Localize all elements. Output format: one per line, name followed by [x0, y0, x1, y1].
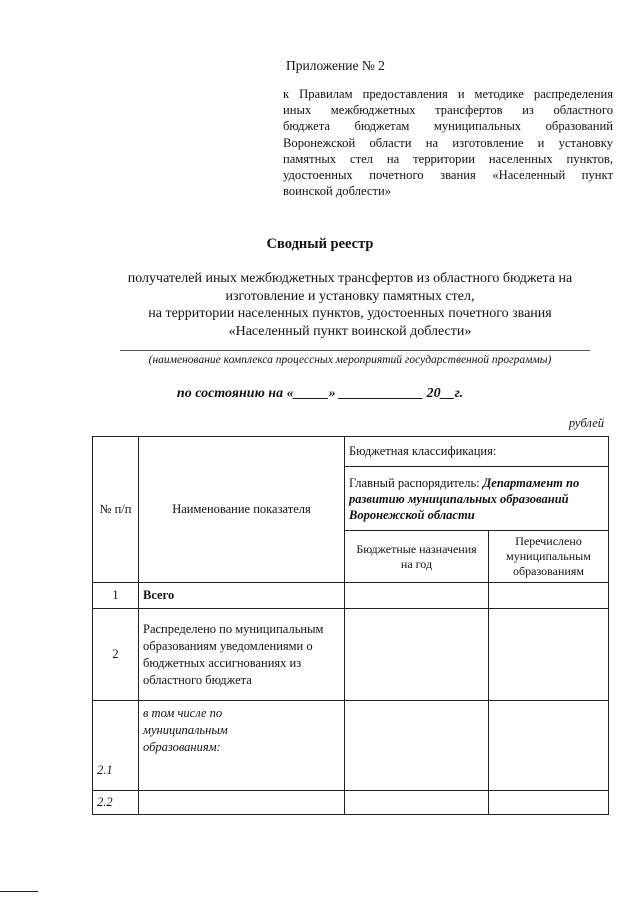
table-row	[93, 583, 609, 609]
appendix-line: бюджета бюджетам муниципальных образований	[283, 119, 613, 134]
row-number: 2.2	[93, 791, 139, 815]
row-transferred	[489, 583, 609, 609]
subtitle-line: изготовление и установку памятных стел,	[225, 288, 475, 304]
table-row	[93, 609, 609, 701]
appendix-reference	[283, 86, 613, 199]
header-indicator-name: Наименование показателя	[139, 437, 345, 583]
header-chief-manager	[345, 467, 609, 531]
appendix-line: памятных стел на территории населенных пунктов,	[283, 151, 613, 166]
document-subtitle	[60, 270, 640, 340]
table-row	[93, 701, 609, 791]
subtitle-line: получателей иных межбюджетных трансфертов из областного бюджета на	[127, 271, 573, 286]
program-name-caption: (наименование комплекса процессных мероприятий государственной программы)	[148, 354, 552, 366]
row-number: 1	[93, 583, 139, 609]
currency-unit: рублей	[568, 416, 604, 430]
row-indicator: Всего	[139, 583, 345, 609]
row-assigned	[345, 609, 489, 701]
row-transferred	[489, 609, 609, 701]
row-number: 2.1	[93, 701, 139, 791]
chief-manager-label: Главный распорядитель:	[349, 475, 483, 490]
row-assigned	[345, 701, 489, 791]
as-of-date-line: по состоянию на «_____» ____________ 20__г.	[176, 386, 464, 401]
header-budget-assignments: Бюджетные назначения на год	[345, 531, 489, 583]
appendix-line: воинской доблести»	[283, 184, 392, 199]
row-assigned	[345, 791, 489, 815]
registry-table	[92, 436, 609, 815]
header-budget-classification: Бюджетная классификация:	[345, 437, 609, 467]
row-indicator: в том числе по муниципальным образованиям:	[139, 701, 345, 791]
table-row	[93, 791, 609, 815]
row-number: 2	[93, 609, 139, 701]
row-indicator: Распределено по муниципальным образованиям уведомлениями о бюджетных ассигнованиях из областного бюджета	[139, 609, 345, 701]
subtitle-line: «Населенный пункт воинской доблести»	[228, 323, 472, 339]
program-name-blank-line	[120, 350, 590, 351]
appendix-title: Приложение № 2	[286, 58, 385, 73]
chief-manager-name: Департамент по развитию муниципальных образований Воронежской области	[349, 475, 580, 522]
subtitle-line: на территории населенных пунктов, удостоенных почетного звания	[148, 306, 552, 321]
appendix-line: Воронежской области на изготовление и установку	[283, 135, 613, 150]
appendix-line: удостоенных почетного звания «Населенный пункт	[283, 168, 613, 183]
appendix-line: иных межбюджетных трансфертов из областного	[283, 103, 613, 118]
row-assigned	[345, 583, 489, 609]
appendix-line: к Правилам предоставления и методике распределения	[283, 87, 613, 101]
row-transferred	[489, 791, 609, 815]
document-title: Сводный реестр	[266, 236, 374, 252]
row-indicator	[139, 791, 345, 815]
row-transferred	[489, 701, 609, 791]
footnote-rule	[0, 891, 38, 892]
header-transferred: Перечислено муниципальным образованиям	[489, 531, 609, 583]
header-row-number: № п/п	[93, 437, 139, 583]
